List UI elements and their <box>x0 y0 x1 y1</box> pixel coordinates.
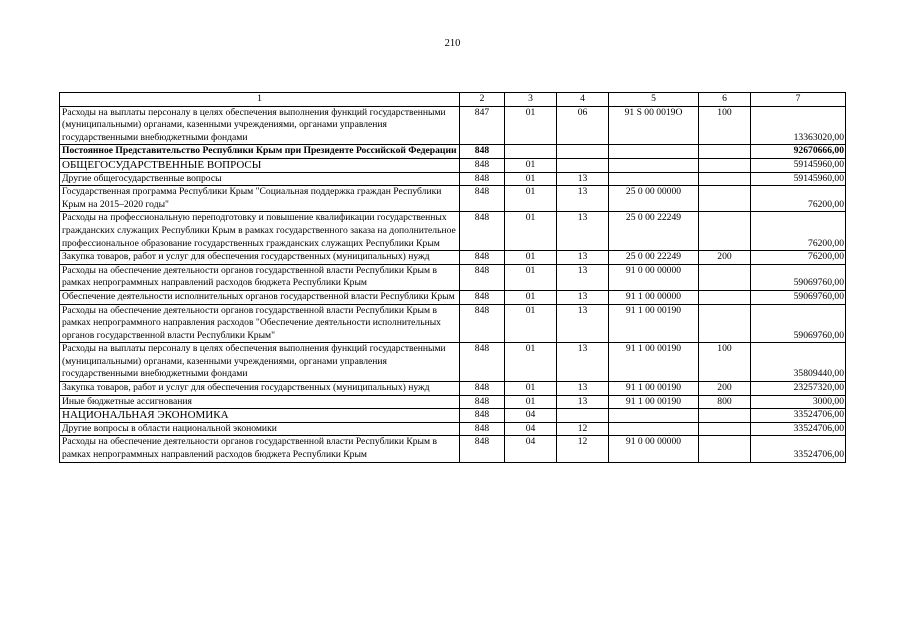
row-section: 01 <box>505 395 557 409</box>
row-amount: 33524706,00 <box>751 436 846 462</box>
row-subsection <box>557 158 609 172</box>
row-amount: 76200,00 <box>751 251 846 265</box>
row-amount: 76200,00 <box>751 186 846 212</box>
row-subsection: 13 <box>557 304 609 343</box>
row-section: 04 <box>505 409 557 423</box>
row-code: 848 <box>460 145 505 159</box>
table-row <box>60 186 846 212</box>
table-row <box>60 304 846 343</box>
row-name: Расходы на выплаты персоналу в целях обеспечения выполнения функций государственными (муниципальными) органами, казенными учреждениями, органами управления государственными внебюджетными фондами <box>60 343 460 382</box>
table-row <box>60 158 846 172</box>
row-code: 848 <box>460 422 505 436</box>
row-section: 01 <box>505 251 557 265</box>
row-expense-type <box>699 409 751 423</box>
table-row <box>60 264 846 290</box>
row-expense-type <box>699 422 751 436</box>
row-code: 848 <box>460 186 505 212</box>
row-name: Расходы на выплаты персоналу в целях обеспечения выполнения функций государственными (муниципальными) органами, казенными учреждениями, органами управления государственными внебюджетными фондами <box>60 106 460 145</box>
row-amount: 3000,00 <box>751 395 846 409</box>
row-code: 848 <box>460 304 505 343</box>
row-expense-type: 100 <box>699 343 751 382</box>
row-section: 01 <box>505 158 557 172</box>
row-expense-type <box>699 172 751 186</box>
row-expense-type: 100 <box>699 106 751 145</box>
table-row <box>60 436 846 462</box>
row-subsection: 13 <box>557 382 609 396</box>
row-expense-type <box>699 212 751 251</box>
row-code: 847 <box>460 106 505 145</box>
row-subsection: 13 <box>557 264 609 290</box>
row-amount: 59069760,00 <box>751 304 846 343</box>
header-cell: 7 <box>751 93 846 107</box>
header-row <box>60 93 846 107</box>
row-subsection: 12 <box>557 436 609 462</box>
row-amount: 76200,00 <box>751 212 846 251</box>
row-amount: 92670666,00 <box>751 145 846 159</box>
table-row <box>60 382 846 396</box>
row-amount: 59145960,00 <box>751 172 846 186</box>
row-subsection: 13 <box>557 172 609 186</box>
row-code: 848 <box>460 343 505 382</box>
row-expense-type <box>699 158 751 172</box>
row-section: 01 <box>505 212 557 251</box>
row-target-code: 91 1 00 00190 <box>609 304 699 343</box>
row-code: 848 <box>460 212 505 251</box>
table-row <box>60 409 846 423</box>
row-name: Расходы на обеспечение деятельности органов государственной власти Республики Крым в рамках непрограммных направлений расходов бюджета Республики Крым <box>60 264 460 290</box>
row-subsection: 13 <box>557 212 609 251</box>
row-name: Постоянное Представительство Республики Крым при Президенте Российской Федерации <box>60 145 460 159</box>
row-target-code <box>609 409 699 423</box>
row-target-code: 91 1 00 00190 <box>609 382 699 396</box>
row-subsection: 13 <box>557 186 609 212</box>
row-target-code: 91 S 00 0019O <box>609 106 699 145</box>
row-target-code: 91 0 00 00000 <box>609 436 699 462</box>
row-amount: 59145960,00 <box>751 158 846 172</box>
row-amount: 13363020,00 <box>751 106 846 145</box>
table-row <box>60 145 846 159</box>
row-subsection: 13 <box>557 290 609 304</box>
row-code: 848 <box>460 395 505 409</box>
row-subsection: 13 <box>557 343 609 382</box>
row-code: 848 <box>460 158 505 172</box>
row-code: 848 <box>460 436 505 462</box>
table-row <box>60 422 846 436</box>
row-section: 01 <box>505 264 557 290</box>
row-target-code: 25 0 00 00000 <box>609 186 699 212</box>
row-amount: 59069760,00 <box>751 264 846 290</box>
row-subsection <box>557 409 609 423</box>
row-target-code <box>609 145 699 159</box>
row-name: Иные бюджетные ассигнования <box>60 395 460 409</box>
row-name: Другие вопросы в области национальной экономики <box>60 422 460 436</box>
row-amount: 59069760,00 <box>751 290 846 304</box>
row-name: Закупка товаров, работ и услуг для обеспечения государственных (муниципальных) нужд <box>60 382 460 396</box>
row-amount: 23257320,00 <box>751 382 846 396</box>
row-expense-type <box>699 145 751 159</box>
table-row <box>60 290 846 304</box>
row-section <box>505 145 557 159</box>
row-name: Расходы на обеспечение деятельности органов государственной власти Республики Крым в рамках непрограммного направления расходов "Обеспечение деятельности исполнительных органов государственной власти Республики Крым" <box>60 304 460 343</box>
row-target-code: 91 1 00 00000 <box>609 290 699 304</box>
row-section: 04 <box>505 436 557 462</box>
row-expense-type: 200 <box>699 251 751 265</box>
table-row <box>60 106 846 145</box>
row-section: 04 <box>505 422 557 436</box>
row-subsection <box>557 145 609 159</box>
row-section: 01 <box>505 186 557 212</box>
row-subsection: 13 <box>557 251 609 265</box>
table-row <box>60 395 846 409</box>
row-subsection: 12 <box>557 422 609 436</box>
row-name: Другие общегосударственные вопросы <box>60 172 460 186</box>
header-cell: 1 <box>60 93 460 107</box>
row-target-code: 25 0 00 22249 <box>609 212 699 251</box>
row-code: 848 <box>460 382 505 396</box>
row-expense-type: 200 <box>699 382 751 396</box>
row-amount: 35809440,00 <box>751 343 846 382</box>
row-expense-type <box>699 186 751 212</box>
row-name: ОБЩЕГОСУДАРСТВЕННЫЕ ВОПРОСЫ <box>60 158 460 172</box>
row-name: Закупка товаров, работ и услуг для обеспечения государственных (муниципальных) нужд <box>60 251 460 265</box>
header-cell: 6 <box>699 93 751 107</box>
row-code: 848 <box>460 172 505 186</box>
row-subsection: 06 <box>557 106 609 145</box>
header-cell: 4 <box>557 93 609 107</box>
budget-table <box>59 92 846 463</box>
row-section: 01 <box>505 106 557 145</box>
table-row <box>60 172 846 186</box>
header-cell: 3 <box>505 93 557 107</box>
row-name: Государственная программа Республики Крым "Социальная поддержка граждан Республики Крым на 2015–2020 годы" <box>60 186 460 212</box>
table-row <box>60 251 846 265</box>
table-row <box>60 212 846 251</box>
row-target-code: 91 0 00 00000 <box>609 264 699 290</box>
row-section: 01 <box>505 382 557 396</box>
row-code: 848 <box>460 409 505 423</box>
row-name: Расходы на обеспечение деятельности органов государственной власти Республики Крым в рамках непрограммных направлений расходов бюджета Республики Крым <box>60 436 460 462</box>
row-target-code <box>609 172 699 186</box>
row-target-code: 91 1 00 00190 <box>609 343 699 382</box>
row-target-code <box>609 158 699 172</box>
header-cell: 2 <box>460 93 505 107</box>
row-section: 01 <box>505 172 557 186</box>
row-name: НАЦИОНАЛЬНАЯ ЭКОНОМИКА <box>60 409 460 423</box>
row-code: 848 <box>460 251 505 265</box>
row-expense-type <box>699 290 751 304</box>
row-code: 848 <box>460 264 505 290</box>
row-target-code <box>609 422 699 436</box>
row-target-code: 25 0 00 22249 <box>609 251 699 265</box>
row-expense-type <box>699 264 751 290</box>
row-name: Обеспечение деятельности исполнительных органов государственной власти Республики Крым <box>60 290 460 304</box>
row-section: 01 <box>505 304 557 343</box>
row-name: Расходы на профессиональную переподготовку и повышение квалификации государственных гражданских служащих Республики Крым в рамках государственного заказа на дополнительное профессиональное образование государственных гражданских служащих Республики Крым <box>60 212 460 251</box>
row-code: 848 <box>460 290 505 304</box>
row-amount: 33524706,00 <box>751 422 846 436</box>
table-row <box>60 343 846 382</box>
row-expense-type <box>699 304 751 343</box>
row-expense-type: 800 <box>699 395 751 409</box>
row-amount: 33524706,00 <box>751 409 846 423</box>
row-subsection: 13 <box>557 395 609 409</box>
page-number: 210 <box>444 38 461 49</box>
row-section: 01 <box>505 343 557 382</box>
row-expense-type <box>699 436 751 462</box>
row-target-code: 91 1 00 00190 <box>609 395 699 409</box>
row-section: 01 <box>505 290 557 304</box>
header-cell: 5 <box>609 93 699 107</box>
